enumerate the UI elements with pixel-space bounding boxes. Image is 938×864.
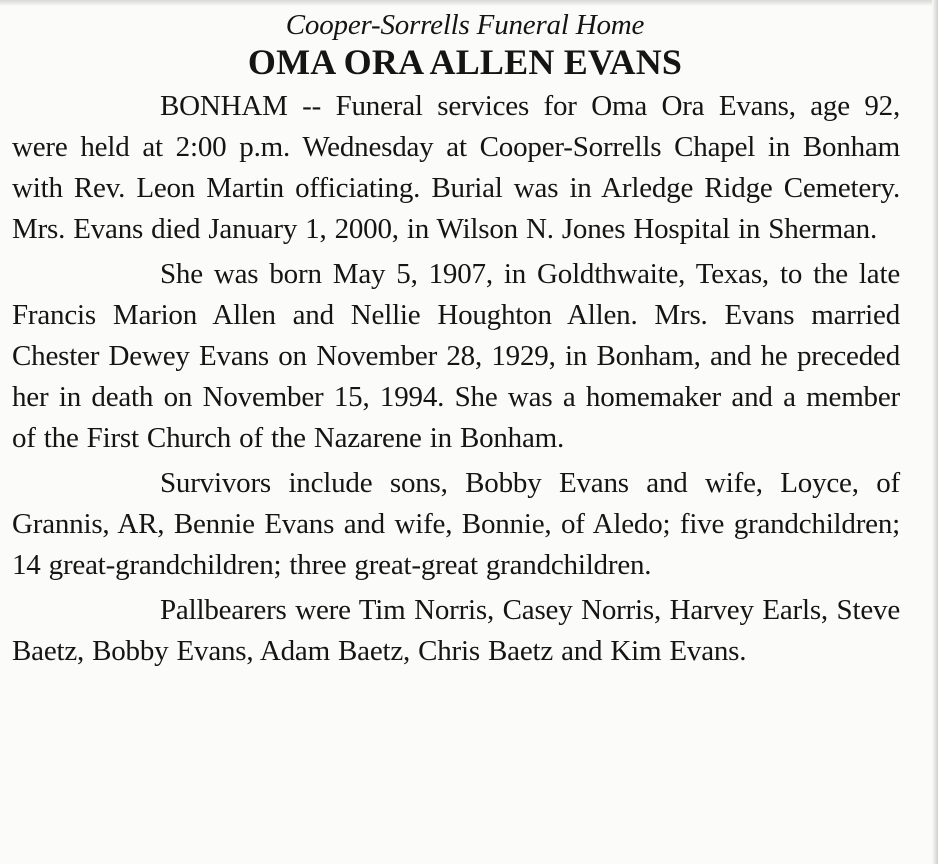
paragraph-text: She was born May 5, 1907, in Goldthwaite, Texas, to the late Francis Marion Allen and Nellie Houghton Allen. Mrs. Evans married Chester Dewey Evans on November 28, 1929, in Bonham, and he preceded her in death on November 15, 1994. She was a homemaker and a member of the First Church of the Nazarene in Bonham. <box>12 258 900 454</box>
obituary-paragraph-pallbearers <box>12 590 900 672</box>
funeral-home-name: Cooper-Sorrells Funeral Home <box>285 9 645 41</box>
paragraph-text: Survivors include sons, Bobby Evans and wife, Loyce, of Grannis, AR, Bennie Evans and wife, Bonnie, of Aledo; five grandchildren; 14 great-grandchildren; three great-great grandchildren. <box>12 467 900 581</box>
obituary-paragraph-services <box>12 86 900 250</box>
scan-edge-top <box>0 0 938 6</box>
obituary-clipping <box>12 8 900 674</box>
scan-edge-right <box>932 0 938 864</box>
obituary-paragraph-survivors <box>12 463 900 586</box>
paragraph-text: BONHAM -- Funeral services for Oma Ora Evans, age 92, were held at 2:00 p.m. Wednesday at Cooper-Sorrells Chapel in Bonham with Rev. Leon Martin officiating. Burial was in Arledge Ridge Cemetery. Mrs. Evans died January 1, 2000, in Wilson N. Jones Hospital in Sherman. <box>12 90 900 245</box>
paragraph-text: Pallbearers were Tim Norris, Casey Norris, Harvey Earls, Steve Baetz, Bobby Evans, Adam Baetz, Chris Baetz and Kim Evans. <box>12 594 900 667</box>
obituary-paragraph-biography <box>12 254 900 459</box>
deceased-name-heading: OMA ORA ALLEN EVANS <box>247 42 683 82</box>
